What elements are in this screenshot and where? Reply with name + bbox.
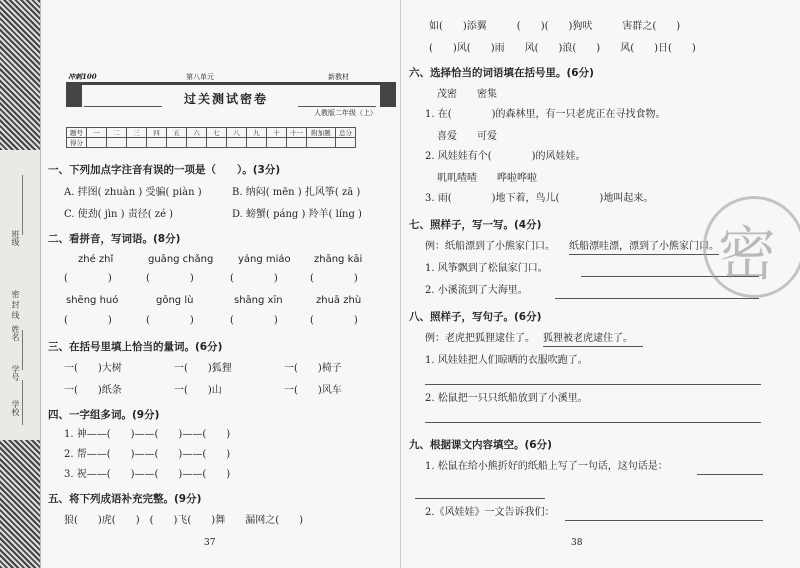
exam-header [66, 70, 396, 116]
score-header-cell: 十 [267, 128, 287, 138]
score-header-cell: 十一 [287, 128, 307, 138]
q2-blank-1[interactable]: ( ) [64, 273, 112, 284]
q6-sentence-1[interactable]: 1. 在( )的森林里，有一只老虎正在寻找食物。 [425, 109, 666, 120]
q5-row-1[interactable]: 狼( )虎( ) ( )飞( )舞 漏网之( ) [64, 515, 304, 526]
q3-item-2[interactable]: 一( )狐狸 [174, 363, 232, 374]
q4-row-2[interactable]: 2. 帮——( )——( )——( ) [64, 449, 231, 460]
score-cell[interactable] [267, 138, 287, 148]
score-cell[interactable] [336, 138, 356, 148]
q8-example: 例：老虎把狐狸逮住了。 [425, 333, 535, 344]
page-number-left: 37 [204, 538, 216, 548]
q2-pinyin-5: shēng huó [66, 295, 119, 306]
grade-label: 人教版二年级（上） [314, 109, 377, 117]
score-row-label: 得分 [67, 138, 87, 148]
q9-answer-line-1a[interactable] [697, 474, 763, 475]
q3-title: 三、在括号里填上恰当的量词。(6分) [48, 341, 223, 353]
q8-sentence-2: 2. 松鼠把一只只纸船放到了小溪里。 [425, 393, 588, 404]
q2-blank-5[interactable]: ( ) [64, 315, 112, 326]
score-cell[interactable] [247, 138, 267, 148]
binding-hatch-bottom [0, 440, 40, 568]
q9-title: 九、根据课文内容填空。(6分) [409, 439, 552, 451]
score-table [66, 127, 356, 148]
q8-answer-line-2[interactable] [425, 422, 761, 423]
q4-row-1[interactable]: 1. 神——( )——( )——( ) [64, 429, 231, 440]
q2-pinyin-3: yáng miáo [238, 254, 291, 265]
score-cell[interactable] [107, 138, 127, 148]
q8-sentence-1: 1. 风娃娃把人们晾晒的衣服吹跑了。 [425, 355, 588, 366]
q4-row-3[interactable]: 3. 祝——( )——( )——( ) [64, 469, 231, 480]
score-header-cell: 二 [107, 128, 127, 138]
unit-label: 第八单元 [186, 73, 214, 81]
binding-label-name: 姓名 [11, 325, 20, 341]
q7-sentence-2: 2. 小溪流到了大海里。 [425, 285, 528, 296]
score-header-cell: 五 [167, 128, 187, 138]
score-header-cell: 八 [227, 128, 247, 138]
q9-sentence-1: 1. 松鼠在给小熊折好的纸船上写了一句话，这句话是： [425, 461, 668, 472]
q7-sentence-1: 1. 风筝飘到了松鼠家门口。 [425, 263, 548, 274]
score-cell[interactable] [167, 138, 187, 148]
exam-title: 过关测试密卷 [184, 92, 269, 106]
score-cell[interactable] [127, 138, 147, 148]
score-header-cell: 四 [147, 128, 167, 138]
score-header-cell: 三 [127, 128, 147, 138]
binding-seal-text: 密 封 线 [11, 290, 20, 320]
score-cell[interactable] [187, 138, 207, 148]
left-page [44, 0, 399, 568]
q2-pinyin-6: gōng lù [156, 295, 194, 306]
q2-blank-7[interactable]: ( ) [230, 315, 278, 326]
q9-sentence-2: 2.《风娃娃》一文告诉我们： [425, 507, 555, 518]
q6-sentence-3[interactable]: 3. 雨( )地下着，鸟儿( )地叫起来。 [425, 193, 654, 204]
q2-blank-8[interactable]: ( ) [310, 315, 358, 326]
q3-item-6[interactable]: 一( )风车 [284, 385, 342, 396]
score-header-cell: 总分 [336, 128, 356, 138]
q1-option-c[interactable]: C. 使劲( jìn ) 责径( zé ) [64, 209, 174, 220]
q2-pinyin-2: guāng chǎng [148, 254, 214, 265]
q9-answer-line-1b[interactable] [415, 498, 545, 499]
q6-words-1: 茂密 密集 [437, 89, 497, 100]
q2-pinyin-1: zhé zhǐ [78, 254, 114, 265]
score-header-cell: 一 [87, 128, 107, 138]
q3-item-4[interactable]: 一( )纸条 [64, 385, 122, 396]
score-cell[interactable] [147, 138, 167, 148]
binding-label-class: 班级 [11, 230, 20, 246]
score-cell[interactable] [87, 138, 107, 148]
q3-item-5[interactable]: 一( )山 [174, 385, 222, 396]
q7-title: 七、照样子，写一写。(4分) [409, 219, 542, 231]
score-cell[interactable] [307, 138, 336, 148]
binding-strip [0, 0, 41, 568]
q8-answer-line-1[interactable] [425, 384, 761, 385]
score-header-cell: 七 [207, 128, 227, 138]
q8-title: 八、照样子，写句子。(6分) [409, 311, 542, 323]
q1-option-b[interactable]: B. 纳闷( mēn ) 扎风筝( zā ) [232, 187, 361, 198]
q5-continued-row-2[interactable]: ( )风( )雨 风( )浪( ) 风( )日( ) [429, 43, 696, 54]
q1-title: 一、下列加点字注音有误的一项是（ ）。(3分) [48, 164, 281, 176]
q2-pinyin-8: zhuā zhù [316, 295, 362, 306]
q5-continued-row-1[interactable]: 如( )添翼 ( )( )狗吠 害群之( ) [429, 21, 681, 32]
score-header-cell: 题号 [67, 128, 87, 138]
seal-stamp [703, 196, 800, 298]
q6-title: 六、选择恰当的词语填在括号里。(6分) [409, 67, 594, 79]
q4-title: 四、一字组多词。(9分) [48, 409, 160, 421]
q5-title: 五、将下列成语补充完整。(9分) [48, 493, 202, 505]
q2-blank-3[interactable]: ( ) [230, 273, 278, 284]
score-header-cell: 六 [187, 128, 207, 138]
q7-example: 例：纸船漂到了小熊家门口。 [425, 241, 555, 252]
q6-words-3: 叽叽喳喳 哗啦哗啦 [437, 173, 537, 184]
score-cell[interactable] [227, 138, 247, 148]
q1-option-d[interactable]: D. 螃蟹( páng ) 羚羊( líng ) [232, 209, 362, 220]
q7-answer-line-2[interactable] [555, 298, 759, 299]
score-cell[interactable] [207, 138, 227, 148]
q9-answer-line-2[interactable] [565, 520, 763, 521]
score-header-cell: 附加题 [307, 128, 336, 138]
q6-sentence-2[interactable]: 2. 风娃娃有个( )的风娃娃。 [425, 151, 586, 162]
page-number-right: 38 [571, 538, 583, 548]
q3-item-1[interactable]: 一( )大树 [64, 363, 122, 374]
edition-label: 新教材 [328, 73, 349, 81]
q2-blank-4[interactable]: ( ) [310, 273, 358, 284]
page-divider [400, 0, 401, 568]
q2-blank-6[interactable]: ( ) [146, 315, 194, 326]
binding-label-school: 学校 [11, 400, 20, 416]
score-header-cell: 九 [247, 128, 267, 138]
q2-pinyin-4: zhāng kāi [314, 254, 363, 265]
q1-option-a[interactable]: A. 拌图( zhuàn ) 受骗( piàn ) [64, 187, 202, 198]
binding-label-number: 学号 [11, 365, 20, 381]
q3-item-3[interactable]: 一( )椅子 [284, 363, 342, 374]
score-cell[interactable] [287, 138, 307, 148]
q8-example-answer: 狐狸被老虎逮住了。 [543, 333, 633, 344]
q7-example-answer: 纸船漂哇漂，漂到了小熊家门口。 [569, 241, 719, 252]
seal-stamp-char: 密 [718, 220, 777, 288]
q2-pinyin-7: shāng xīn [234, 295, 283, 306]
q2-blank-2[interactable]: ( ) [146, 273, 194, 284]
binding-hatch-top [0, 0, 40, 150]
brand-label: 冲刺100 [68, 72, 97, 81]
q2-title: 二、看拼音，写词语。(8分) [48, 233, 181, 245]
q6-words-2: 喜爱 可爱 [437, 131, 497, 142]
